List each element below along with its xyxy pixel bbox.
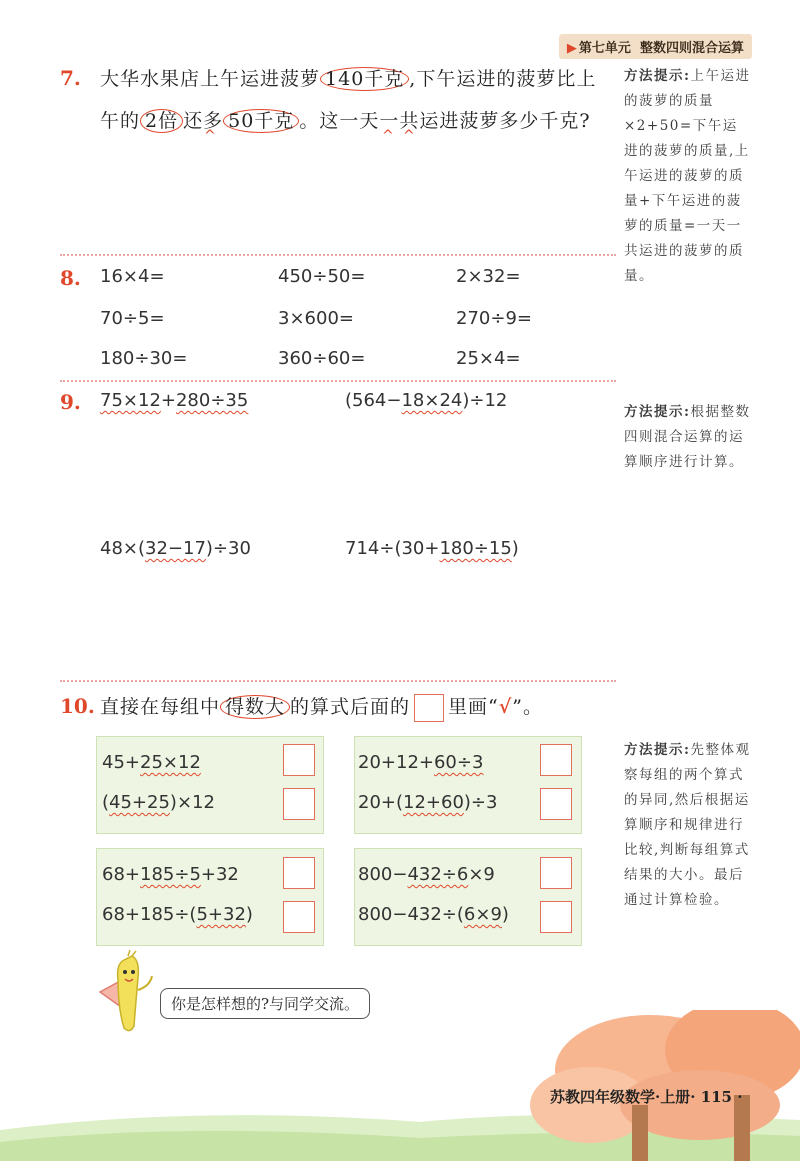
q10-text: 直接在每组中 <box>100 696 221 718</box>
q7-text: 还多 <box>183 110 224 132</box>
expr-part: ×9 <box>468 864 495 885</box>
expr-part: 68+ <box>102 864 140 885</box>
expr-part: 20+( <box>358 792 404 813</box>
q10-text: ”。 <box>512 696 543 718</box>
q8-expr: 16×4= <box>100 266 165 287</box>
q8-expr: 180÷30= <box>100 348 188 369</box>
q10-text: 的算式后面的 <box>290 696 411 718</box>
q8-expr: 25×4= <box>456 348 521 369</box>
expr-part: 714÷(30+ <box>345 538 440 559</box>
expr-part: 5+32 <box>196 904 246 925</box>
answer-box[interactable] <box>283 901 315 933</box>
answer-box-sample <box>414 694 444 722</box>
q10-circled-larger: 得数大 <box>220 695 290 719</box>
expr-part: )÷3 <box>463 792 498 813</box>
q7-text: 。这一天一共运进菠萝多少千克? <box>299 110 591 132</box>
q7-circled-2times: 2倍 <box>140 109 183 133</box>
q8-expr: 70÷5= <box>100 308 165 329</box>
group3-expr-1 <box>102 864 239 885</box>
q8-expr: 3×600= <box>278 308 354 329</box>
answer-box[interactable] <box>540 744 572 776</box>
q9-expr-2 <box>345 390 507 411</box>
q7-number: 7. <box>60 66 81 90</box>
expr-part: 45+ <box>102 752 140 773</box>
q8-expr: 450÷50= <box>278 266 366 287</box>
method-tip-2 <box>624 400 752 475</box>
answer-box[interactable] <box>540 901 572 933</box>
q7-line2 <box>100 106 591 133</box>
divider <box>60 680 616 682</box>
expr-part: 18×24 <box>401 390 463 411</box>
check-mark-icon: √ <box>498 696 513 718</box>
answer-box[interactable] <box>283 788 315 820</box>
q8-number: 8. <box>60 266 81 290</box>
answer-box[interactable] <box>540 857 572 889</box>
emphasis-caret-icon: ^ <box>403 128 415 144</box>
q7-circled-50kg: 50千克 <box>223 109 299 133</box>
answer-box[interactable] <box>283 744 315 776</box>
q9-expr-4 <box>345 538 519 559</box>
group4-expr-1 <box>358 864 495 885</box>
method-tip-3 <box>624 738 752 913</box>
q9-number: 9. <box>60 390 81 414</box>
q8-expr: 360÷60= <box>278 348 366 369</box>
expr-part: 6×9 <box>463 904 502 925</box>
expr-part: 280÷35 <box>175 390 249 411</box>
q8-expr: 270÷9= <box>456 308 532 329</box>
expr-part: ) <box>511 538 519 559</box>
tip-text: 先整体观察每组的两个算式的异同,然后根据运算顺序和规律进行比较,判断每组算式结果的大小。最后通过计算检验。 <box>624 742 751 908</box>
group4-expr-2 <box>358 904 509 925</box>
q7-line1 <box>100 64 596 91</box>
answer-box[interactable] <box>540 788 572 820</box>
group2-expr-1 <box>358 752 483 773</box>
footer-dot: · <box>737 1088 743 1106</box>
expr-part: 68+185÷( <box>102 904 197 925</box>
q7-text: ,下午运进的菠萝比上 <box>409 68 597 90</box>
page-footer <box>550 1086 742 1107</box>
q9-expr-3 <box>100 538 251 559</box>
expr-part: + <box>160 390 176 411</box>
expr-part: ( <box>102 792 110 813</box>
unit-label: 第七单元 <box>578 41 631 56</box>
emphasis-caret-icon: ^ <box>204 128 216 144</box>
unit-header <box>559 34 752 59</box>
expr-part: 800−432÷( <box>358 904 464 925</box>
book-title: 苏教四年级数学·上册· <box>550 1088 696 1106</box>
expr-part: 432÷6 <box>407 864 469 885</box>
q10-number: 10. <box>60 694 95 718</box>
answer-box[interactable] <box>283 857 315 889</box>
q9-expr-1 <box>100 390 248 411</box>
expr-part: 185÷5 <box>140 864 201 885</box>
tip-text: 上午运进的菠萝的质量×2+50=下午运进的菠萝的质量,上午运进的菠萝的质量+下午运进的菠萝的质量=一天一共运进的菠萝的质量。 <box>624 68 751 284</box>
emphasis-caret-icon: ^ <box>382 128 394 144</box>
expr-part: 32−17 <box>145 538 206 559</box>
q7-text: 大华水果店上午运进菠萝 <box>100 68 321 90</box>
q8-expr: 2×32= <box>456 266 521 287</box>
group1-expr-1 <box>102 752 201 773</box>
expr-part: 800− <box>358 864 408 885</box>
expr-part: )×12 <box>169 792 215 813</box>
expr-part: +32 <box>200 864 239 885</box>
expr-part: (564− <box>345 390 402 411</box>
q7-text: 午的 <box>100 110 141 132</box>
q10-prompt <box>100 692 543 722</box>
divider <box>60 380 616 382</box>
expr-part: )÷12 <box>462 390 508 411</box>
tip-label: 方法提示: <box>624 742 691 758</box>
expr-part: 25×12 <box>140 752 201 773</box>
method-tip-1 <box>624 64 752 289</box>
page-number: 115 <box>700 1088 732 1106</box>
expr-part: )÷30 <box>205 538 251 559</box>
expr-part: 45+25 <box>109 792 170 813</box>
tip-text: 根据整数四则混合运算的运算顺序进行计算。 <box>624 404 751 470</box>
expr-part: ) <box>245 904 253 925</box>
tip-label: 方法提示: <box>624 68 691 84</box>
expr-part: 60÷3 <box>433 752 484 773</box>
expr-part: ) <box>501 904 509 925</box>
group2-expr-2 <box>358 792 497 813</box>
speech-bubble: 你是怎样想的?与同学交流。 <box>160 988 370 1019</box>
expr-part: 20+12+ <box>358 752 434 773</box>
play-arrow-icon: ▶ <box>566 41 577 56</box>
group3-expr-2 <box>102 904 253 925</box>
unit-title: 整数四则混合运算 <box>639 41 744 56</box>
q7-circled-140kg: 140千克 <box>320 67 409 91</box>
group1-expr-2 <box>102 792 215 813</box>
expr-part: 12+60 <box>403 792 464 813</box>
tip-label: 方法提示: <box>624 404 691 420</box>
q10-text: 里画“ <box>448 696 499 718</box>
divider <box>60 254 616 256</box>
expr-part: 48×( <box>100 538 146 559</box>
expr-part: 180÷15 <box>439 538 512 559</box>
expr-part: 75×12 <box>100 390 161 411</box>
